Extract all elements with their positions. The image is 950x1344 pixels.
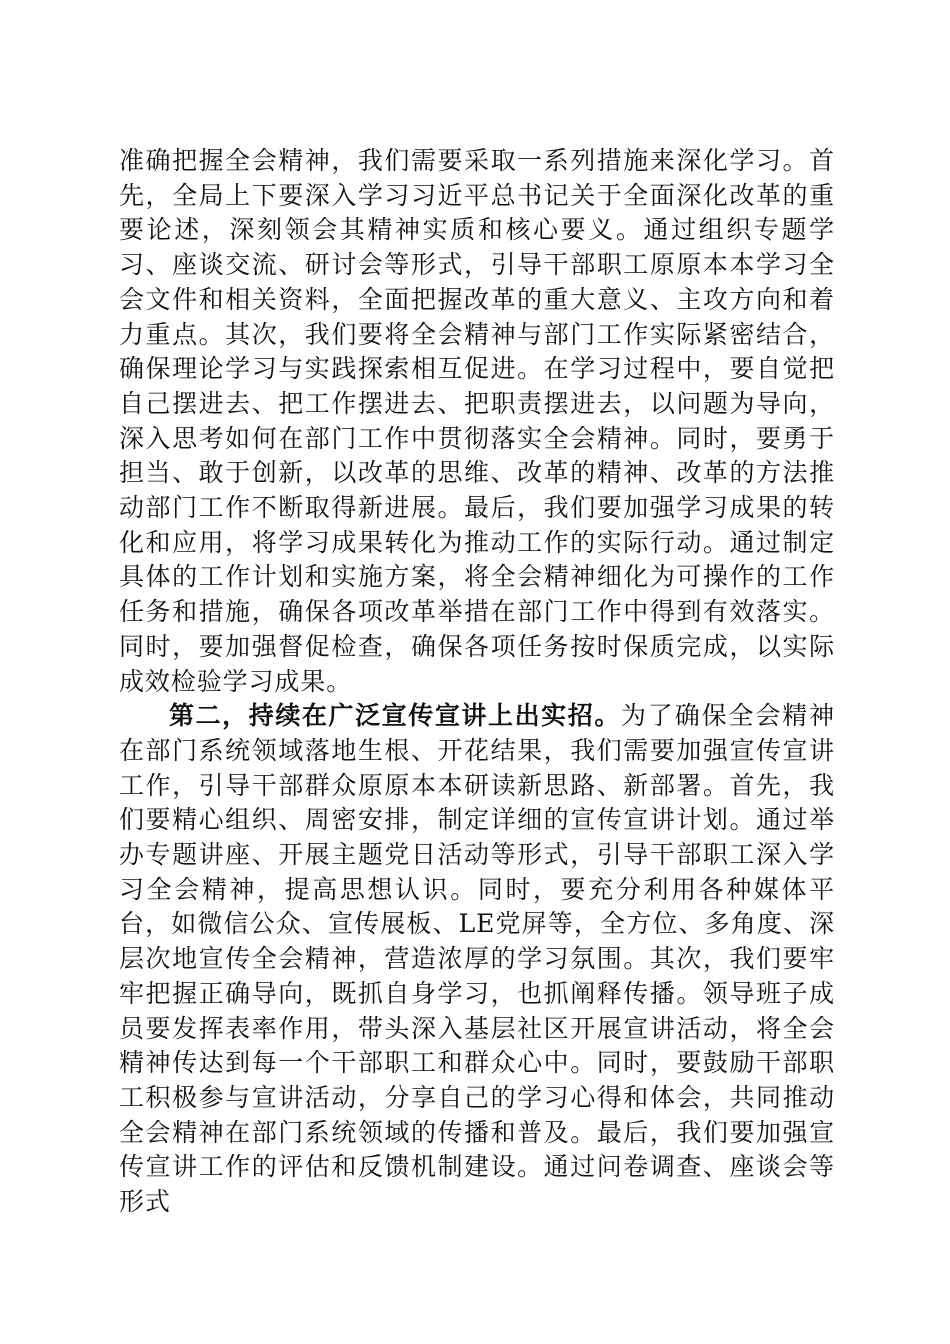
paragraph-1 (119, 144, 835, 699)
paragraph-2 (119, 699, 835, 1220)
paragraph-2-text: 为了确保全会精神在部门系统领域落地生根、开花结果，我们需要加强宣传宣讲工作，引导干部群众原原本本研读新思路、新部署。首先，我们要精心组织、周密安排，制定详细的宣传宣讲计划。通过举办专题讲座、开展主题党日活动等形式，引导干部职工深入学习全会精神，提高思想认识。同时，要充分利用各种媒体平台，如微信公众、宣传展板、LE党屏等，全方位、多角度、深层次地宣传全会精神，营造浓厚的学习氛围。其次，我们要牢牢把握正确导向，既抓自身学习，也抓阐释传播。领导班子成员要发挥表率作用，带头深入基层社区开展宣讲活动，将全会精神传达到每一个干部职工和群众心中。同时，要鼓励干部职工积极参与宣讲活动，分享自己的学习心得和体会，共同推动全会精神在部门系统领域的传播和普及。最后，我们要加强宣传宣讲工作的评估和反馈机制建设。通过问卷调查、座谈会等形式 (119, 701, 836, 1217)
paragraph-2-lead-sentence: 第二，持续在广泛宣传宣讲上出实招。 (169, 701, 621, 731)
paragraph-1-text: 准确把握全会精神，我们需要采取一系列措施来深化学习。首先，全局上下要深入学习习近平总书记关于全面深化改革的重要论述，深刻领会其精神实质和核心要义。通过组织专题学习、座谈交流、研讨会等形式，引导干部职工原原本本学习全会文件和相关资料，全面把握改革的重大意义、主攻方向和着力重点。其次，我们要将全会精神与部门工作实际紧密结合，确保理论学习与实践探索相互促进。在学习过程中，要自觉把自己摆进去、把工作摆进去、把职责摆进去，以问题为导向，深入思考如何在部门工作中贯彻落实全会精神。同时，要勇于担当、敢于创新，以改革的思维、改革的精神、改革的方法推动部门工作不断取得新进展。最后，我们要加强学习成果的转化和应用，将学习成果转化为推动工作的实际行动。通过制定具体的工作计划和实施方案，将全会精神细化为可操作的工作任务和措施，确保各项改革举措在部门工作中得到有效落实。同时，要加强督促检查，确保各项任务按时保质完成，以实际成效检验学习成果。 (119, 146, 835, 696)
document-body (119, 144, 835, 1220)
